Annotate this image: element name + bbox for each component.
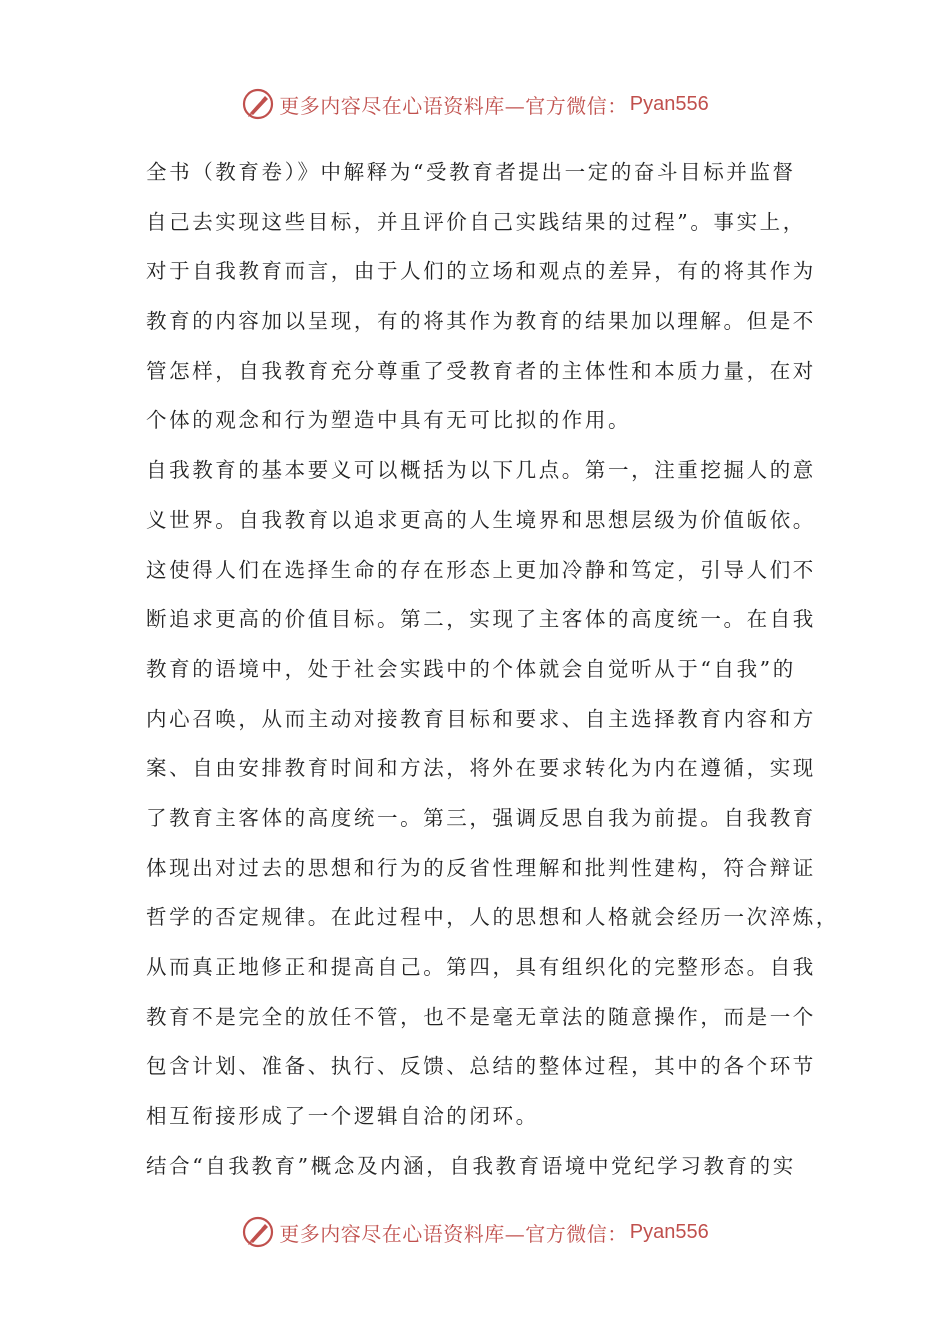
header-banner-text: 更多内容尽在心语资料库—官方微信：: [279, 93, 628, 118]
text-line: 教育的语境中，处于社会实践中的个体就会自觉听从于“自我”的: [146, 656, 796, 681]
text-line: 全书（教育卷）》中解释为“受教育者提出一定的奋斗目标并监督: [146, 160, 796, 184]
text-line: 结合“自我教育”概念及内涵，自我教育语境中党纪学习教育的实: [146, 1153, 796, 1178]
text-line: 自己去实现这些目标，并且评价自己实践结果的过程”。事实上，: [146, 209, 806, 234]
text-line: 体现出对过去的思想和行为的反省性理解和批判性建构，符合辩证: [146, 855, 816, 880]
text-line: 从而真正地修正和提高自己。第四，具有组织化的完整形态。自我: [146, 955, 816, 979]
text-line: 断追求更高的价值目标。第二，实现了主客体的高度统一。在自我: [146, 607, 816, 632]
text-line: 包含计划、准备、执行、反馈、总结的整体过程，其中的各个环节: [146, 1054, 816, 1079]
quill-pen-logo-icon: [241, 1215, 275, 1249]
header-banner: [0, 84, 950, 124]
text-line: 个体的观念和行为塑造中具有无可比拟的作用。: [146, 408, 632, 433]
footer-banner-handle: Pyan556: [629, 1220, 709, 1243]
text-line: 自我教育的基本要义可以概括为以下几点。第一，注重挖掘人的意: [146, 458, 816, 483]
text-line: 案、自由安排教育时间和方法，将外在要求转化为内在遵循，实现: [146, 756, 816, 781]
text-line: 管怎样，自我教育充分尊重了受教育者的主体性和本质力量，在对: [146, 358, 816, 383]
text-line: 教育不是完全的放任不管，也不是毫无章法的随意操作，而是一个: [146, 1004, 816, 1029]
text-line: 相互衔接形成了一个逻辑自洽的闭环。: [146, 1104, 539, 1129]
header-banner-handle: Pyan556: [629, 92, 709, 115]
text-line: 哲学的否定规律。在此过程中，人的思想和人格就会经历一次淬炼，: [146, 905, 839, 930]
text-line: 这使得人们在选择生命的存在形态上更加冷静和笃定，引导人们不: [146, 557, 816, 582]
quill-pen-logo-icon: [241, 87, 275, 121]
text-line: 对于自我教育而言，由于人们的立场和观点的差异，有的将其作为: [146, 259, 816, 284]
text-line: 了教育主客体的高度统一。第三，强调反思自我为前提。自我教育: [146, 805, 816, 830]
footer-banner-text: 更多内容尽在心语资料库—官方微信：: [279, 1221, 628, 1246]
footer-banner: [0, 1212, 950, 1252]
text-line: 内心召唤，从而主动对接教育目标和要求、自主选择教育内容和方: [146, 706, 816, 731]
text-line: 教育的内容加以呈现，有的将其作为教育的结果加以理解。但是不: [146, 309, 816, 334]
text-line: 义世界。自我教育以追求更高的人生境界和思想层级为价值皈依。: [146, 507, 816, 532]
document-body: [146, 148, 839, 1191]
